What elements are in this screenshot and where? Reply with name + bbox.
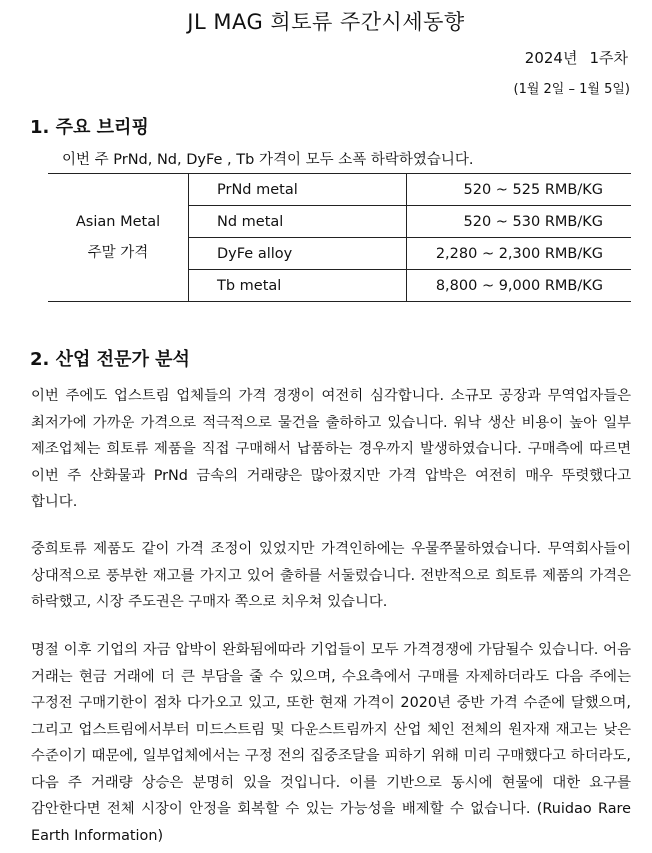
price-table xyxy=(48,173,631,302)
metal-name: Tb metal xyxy=(189,270,407,302)
metal-price: 520 ~ 530 RMB/KG xyxy=(407,206,632,238)
analysis-paragraph: 이번 주에도 업스트림 업체들의 가격 경쟁이 여전히 심각합니다. 소규모 공장과 무역업자들은 최저가에 가까운 가격으로 적극적으로 물건을 출하하고 있습니다. 워낙 생산 비용이 높아 일부 제조업체는 희토류 제품을 직접 구매해서 납품하는 경우까지 발생하였습니다. 구매측에 따르면 이번 주 산화물과 PrNd 금속의 거래량은 많아졌지만 가격 압박은 여전히 매우 뚜렷했다고 합니다. xyxy=(31,388,631,510)
report-week-number: 1주차 xyxy=(589,49,628,67)
metal-price: 520 ~ 525 RMB/KG xyxy=(407,174,632,206)
analysis-paragraph: 명절 이후 기업의 자금 압박이 완화됨에따라 기업들이 모두 가격경쟁에 가담될수 있습니다. 어음 거래는 현금 거래에 더 큰 부담을 줄 수 있으며, 수요측에서 구매를 자제하더라도 다음 주에는 구정전 구매기한이 점차 다가오고 있고, 또한 현재 가격이 2020년 중반 가격 수준에 달했으며, 그리고 업스트림에서부터 미드스트림 및 다운스트림까지 산업 체인 전체의 원자재 재고는 낮은 수준이기 때문에, 일부업체에서는 구정 전의 집중조달을 피하기 위해 미리 구매했다고 하더라도, 다음 주 거래량 상승은 분명히 있을 것입니다. 이를 기반으로 동시에 현물에 대한 요구를 감안한다면 전체 시장이 안정을 회복할 수 있는 가능성을 배제할 수 없습니다. (Ruidao Rare Earth Information) xyxy=(31,642,631,844)
metal-price: 2,280 ~ 2,300 RMB/KG xyxy=(407,238,632,270)
report-date-range: (1월 2일 – 1월 5일) xyxy=(513,82,630,97)
report-week xyxy=(513,47,628,68)
price-source-label: Asian Metal xyxy=(75,213,161,230)
price-source-cell xyxy=(48,174,189,302)
metal-price: 8,800 ~ 9,000 RMB/KG xyxy=(407,270,632,302)
metal-name: DyFe alloy xyxy=(189,238,407,270)
section1-heading: 1. 주요 브리핑 xyxy=(30,117,149,138)
analysis-paragraph: 중희토류 제품도 같이 가격 조정이 있었지만 가격인하에는 우물쭈물하였습니다. 무역회사들이 상대적으로 풍부한 재고를 가지고 있어 출하를 서둘렀습니다. 전반적으로 희토류 제품의 가격은 하락했고, 시장 주도권은 구매자 쪽으로 치우쳐 있습니다. xyxy=(31,541,631,610)
section1-intro: 이번 주 PrNd, Nd, DyFe , Tb 가격이 모두 소폭 하락하였습니다. xyxy=(62,152,474,168)
metal-name: Nd metal xyxy=(189,206,407,238)
metal-name: PrNd metal xyxy=(189,174,407,206)
section2-heading: 2. 산업 전문가 분석 xyxy=(30,349,190,370)
table-row xyxy=(48,174,631,206)
price-period-label: 주말 가격 xyxy=(87,244,149,261)
report-title: JL MAG 희토류 주간시세동향 xyxy=(187,10,465,34)
report-year: 2024년 xyxy=(524,49,578,67)
